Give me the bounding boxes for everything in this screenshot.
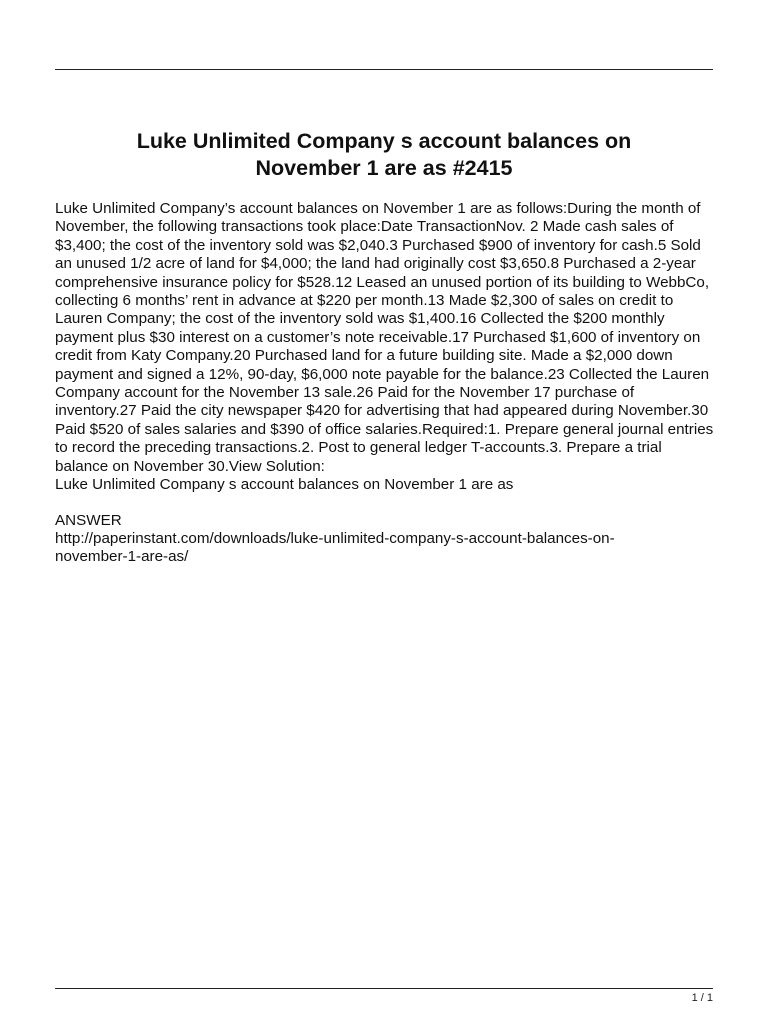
question-body: Luke Unlimited Company’s account balances on November 1 are as follows:During the month of November, the following transactions took place:Date TransactionNov. 2 Made cash sales of $3,400; the cost of the inventory sold was $2,040.3 Purchased $900 of inventory for cash.5 Sold an unused 1/2 acre of land for $4,000; the land had originally cost $3,650.8 Purchased a 2-year comprehensive insurance policy for $528.12 Leased an unused portion of its building to WebbCo, collecting 6 months’ rent in advance at $220 per month.13 Made $2,300 of sales on credit to Lauren Company; the cost of the inventory sold was $1,400.16 Collected the $200 monthly payment plus $30 interest on a customer’s note receivable.17 Purchased $1,600 of inventory on credit from Katy Company.20 Purchased land for a future building site. Made a $2,000 down payment and signed a 12%, 90-day, $6,000 note payable for the balance.23 Collected the Lauren Company account for the November 13 sale.26 Paid for the November 17 purchase of inventory.27 Paid the city newspaper $420 for advertising that had appeared during November.30 Paid $520 of sales salaries and $390 of office salaries.Required:1. Prepare general journal entries to record the preceding transactions.2. Post to general ledger T-accounts.3. Prepare a trial balance on November 30.View Solution:: [55, 200, 714, 475]
page-title: [55, 128, 713, 182]
top-divider: [55, 69, 713, 70]
bottom-divider: [55, 988, 713, 989]
title-line-2: November 1 are as #2415: [255, 156, 513, 180]
answer-label: ANSWER: [55, 512, 122, 529]
question-subtitle: Luke Unlimited Company s account balances on November 1 are as: [55, 476, 514, 493]
answer-link[interactable]: http://paperinstant.com/downloads/luke-unlimited-company-s-account-balances-on-november-1-are-as/: [55, 530, 615, 566]
page-number: 1 / 1: [691, 992, 713, 1004]
title-line-1: Luke Unlimited Company s account balances on: [136, 129, 632, 153]
